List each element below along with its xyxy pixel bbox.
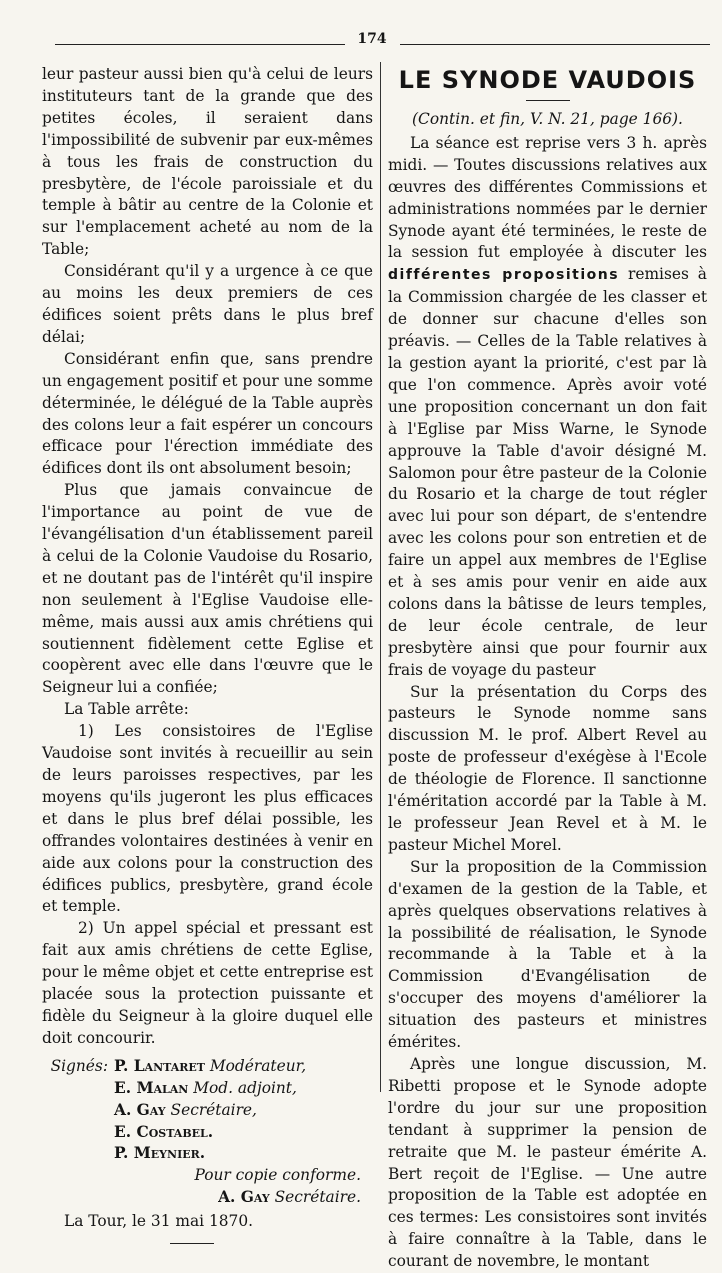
page-number: 174 xyxy=(357,31,387,47)
paragraph: Après une longue discussion, M. Ribetti propose et le Synode adopte l'ordre du jour sur une proposition tendant à supprimer la pension de retraite que M. le pasteur émérite A. Bert reçoit de l'Eglise. — Une autre proposition de la Table est adoptée en ces termes: Les consistoires sont invités à faire connaître à la Table, dans le courant de novembre, le montant xyxy=(388,1054,707,1271)
paragraph: 2) Un appel spécial et pressant est fait aux amis chrétiens de cette Eglise, pour le même objet et cette entreprise est placée sous la protection puissante et fidèle du Seigneur à la gloire duquel elle doit concourir. xyxy=(42,919,373,1047)
signature-line xyxy=(42,1056,373,1078)
signatory-name: A. Gay xyxy=(114,1100,166,1119)
signatory-name: P. Meynier. xyxy=(114,1144,206,1163)
paragraph: 1) Les consistoires de l'Eglise Vaudoise sont invités à recueillir au sein de leurs paroisses respectives, par les moyens qu'ils jugeront les plus efficaces et dans le plus bref délai possible, les offrandes volontaires destinées à venir en aide aux colons pour la construction des édifices publics, presbytère, grand école et temple. xyxy=(42,722,373,916)
page-header xyxy=(55,30,710,50)
signatory-name: P. Lantaret xyxy=(114,1056,205,1075)
signature-line xyxy=(42,1078,373,1100)
paragraph: La Table arrête: xyxy=(64,700,189,719)
header-rule-left xyxy=(55,44,345,45)
copy-conforme: Pour copie conforme. xyxy=(194,1166,361,1185)
signatory-role: Mod. adjoint, xyxy=(193,1078,297,1097)
paragraph: leur pasteur aussi bien qu'à celui de leurs instituteurs tant de la grande que des petites écoles, il seraient dans l'impossibilité de subvenir par eux-mêmes à tous les frais de construction du presbytère, de l'école paroissiale et du temple à bâtir au centre de la Colonie et sur l'emplacement acheté au nom de la Table; xyxy=(42,65,373,259)
signatory-role: Secrétaire. xyxy=(274,1188,361,1207)
paragraph: Considérant enfin que, sans prendre un engagement positif et pour une somme déterminée, le délégué de la Table auprès des colons leur a fait espérer un concours efficace pour l'érection immédiate des édifices dont ils ont absolument besoin; xyxy=(42,349,373,478)
paragraph-text: remises à la Commission chargée de les classer et de donner sur chacune d'elles son préavis. — Celles de la Table relatives à la gestion ayant la priorité, c'est par là que l'on commence. Après avoir voté une proposition concernant un don fait à l'Eglise par Miss Warne, le Synode approuve la Table d'avoir désigné M. Salomon pour être pasteur de la Colonie du Rosario et la charge de tout régler avec lui pour son départ, de s'entendre avec les colons pour son entretien et de faire un appel aux membres de l'Eglise et à ses amis pour venir en aide aux colons dans la bâtisse de leurs temples, de leur école centrale, de leur presbytère ainsi que pour fournir aux frais de voyage du pasteur xyxy=(388,265,707,679)
signatory-role: Modérateur, xyxy=(209,1056,307,1075)
emphasized-text: différentes propositions xyxy=(388,267,620,284)
paragraph: Plus que jamais convaincue de l'importance au point de vue de l'évangélisation d'un établissement pareil à celui de la Colonie Vaudoise du Rosario, et ne doutant pas de l'intérêt qu'il inspire non seulement à l'Eglise Vaudoise elle-même, mais aussi aux amis chrétiens qui soutiennent fidèlement cette Eglise et coopèrent avec elle dans l'œuvre que le Seigneur lui a confiée; xyxy=(42,481,373,697)
signatory-name: E. Malan xyxy=(114,1078,189,1097)
paragraph-text: La séance est reprise vers 3 h. après midi. — Toutes discussions relatives aux œuvres des différentes Commissions et administrations nommées par le dernier Synode ayant été terminées, le reste de la session fut employée à discuter les xyxy=(388,133,707,262)
signature-line xyxy=(42,1100,373,1122)
header-rule-right xyxy=(400,44,710,45)
paragraph xyxy=(388,133,707,682)
date-line: La Tour, le 31 mai 1870. xyxy=(64,1212,254,1231)
article-subtitle: (Contin. et fin, V. N. 21, page 166). xyxy=(412,110,683,128)
article-title: LE SYNODE VAUDOIS xyxy=(398,66,697,94)
right-column xyxy=(388,64,707,1273)
paragraph: Sur la proposition de la Commission d'examen de la gestion de la Table, et après quelques observations relatives à la possibilité de réalisation, le Synode recommande à la Table et à la Commission d'Evangélisation de s'occuper des moyens d'améliorer la situation des pasteurs et ministres émérites. xyxy=(388,857,707,1052)
title-rule xyxy=(526,100,570,101)
paragraph: Considérant qu'il y a urgence à ce que au moins les deux premiers de ces édifices soient prêts dans le plus bref délai; xyxy=(42,262,373,346)
signature-line xyxy=(42,1143,373,1165)
signatory-name: E. Costabel. xyxy=(114,1122,214,1141)
signatures xyxy=(42,1056,373,1244)
end-rule xyxy=(170,1243,214,1244)
signatory-name: A. Gay xyxy=(218,1188,270,1207)
signes-label: Signés: xyxy=(50,1056,108,1075)
signature-line xyxy=(42,1122,373,1144)
paragraph: Sur la présentation du Corps des pasteurs le Synode nomme sans discussion M. le prof. Albert Revel au poste de professeur d'exégèse à l'Ecole de théologie de Florence. Il sanctionne l'éméritation accordé par la Table à M. le professeur Jean Revel et à M. le pasteur Michel Morel. xyxy=(388,682,707,854)
copy-signature xyxy=(42,1187,373,1209)
signatory-role: Secrétaire, xyxy=(170,1100,257,1119)
column-divider xyxy=(380,62,381,1092)
left-column xyxy=(42,64,373,1244)
